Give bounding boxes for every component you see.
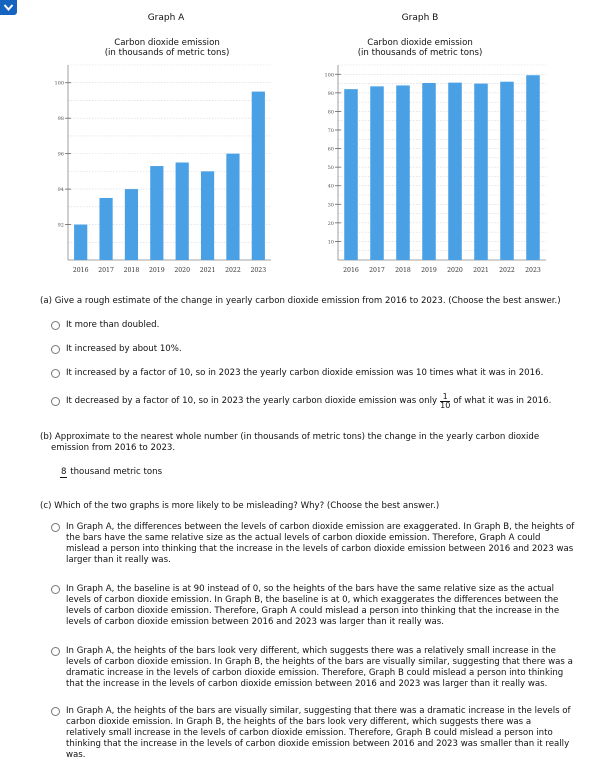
option-c-2-line: levels of carbon dioxide emission. Therefore, Graph A could mislead a person into thinking that the increase in the — [66, 606, 560, 616]
option-c-2-line: levels of carbon dioxide emission between 2016 and 2023 was larger than it really was. — [66, 617, 444, 627]
bar — [344, 89, 358, 260]
y-tick-label: 20 — [327, 220, 334, 227]
x-tick-label: 2020 — [174, 267, 191, 274]
y-tick-label: 50 — [327, 165, 334, 172]
y-tick-label: 100 — [54, 80, 64, 87]
bar — [526, 75, 540, 260]
option-a-1-label: It more than doubled. — [66, 320, 160, 330]
y-tick-label: 96 — [57, 151, 64, 158]
graph-b-subtitle: Carbon dioxide emission (in thousands of metric tons) — [357, 38, 483, 58]
option-c-3-line: levels of carbon dioxide emission. In Graph B, the heights of the bars are visually similar, suggesting that there was a — [66, 657, 573, 667]
bar — [252, 92, 265, 260]
x-tick-label: 2023 — [525, 267, 541, 274]
x-tick-label: 2017 — [369, 267, 385, 274]
fraction — [440, 393, 450, 410]
option-c-3-line: In Graph A, the heights of the bars look very different, which suggests there was a relatively small increase in the — [66, 646, 556, 656]
x-tick-label: 2018 — [123, 267, 140, 274]
option-c-1-line: In Graph A, the differences between the levels of carbon dioxide emission are exaggerated. In Graph B, the heights of — [66, 522, 575, 532]
y-tick-label: 70 — [327, 128, 334, 134]
y-tick-label: 80 — [327, 109, 334, 116]
bar — [226, 154, 239, 260]
option-c-3-line: that the increase in the levels of carbon dioxide emission between 2016 and 2023 was larger than it really was. — [66, 679, 548, 689]
option-c-1[interactable] — [51, 522, 586, 566]
graph-b-svg — [300, 0, 593, 290]
y-tick-label: 100 — [324, 72, 334, 79]
radio-button[interactable] — [51, 585, 60, 594]
option-a-2[interactable] — [51, 344, 182, 355]
x-tick-label: 2020 — [447, 267, 463, 274]
graph-b-chart — [300, 0, 593, 293]
option-c-2-line: levels of carbon dioxide emission. In Graph B, the baseline is at 0, which exaggerates the differences between the — [66, 595, 559, 605]
y-tick-label: 60 — [327, 146, 334, 153]
option-a-4[interactable] — [51, 393, 551, 410]
y-tick-label: 30 — [327, 202, 334, 209]
x-tick-label: 2018 — [395, 267, 411, 274]
answer-b-unit: thousand metric tons — [70, 467, 163, 477]
radio-button[interactable] — [51, 523, 60, 532]
fraction-numerator: 1 — [440, 393, 450, 402]
graph-a-chart — [0, 0, 300, 293]
radio-button[interactable] — [51, 321, 60, 330]
x-tick-label: 2016 — [343, 267, 359, 274]
y-tick-label: 98 — [57, 116, 64, 123]
bar — [500, 82, 514, 260]
bar — [176, 163, 189, 261]
y-tick-label: 94 — [57, 187, 64, 194]
option-c-4-line: carbon dioxide emission. In Graph B, the heights of the bars look very different, which suggests there was a — [66, 717, 532, 727]
graph-a-title: Graph A — [147, 13, 185, 23]
x-tick-label: 2019 — [148, 267, 165, 274]
x-tick-label: 2019 — [421, 267, 437, 274]
x-tick-label: 2021 — [473, 267, 489, 274]
question-a-prompt: (a) Give a rough estimate of the change in yearly carbon dioxide emission from 2016 to 2023. (Choose the best answer.) — [40, 296, 561, 306]
graph-a-svg — [0, 0, 300, 290]
radio-button[interactable] — [51, 707, 60, 716]
option-c-1-line: larger than it really was. — [66, 555, 171, 565]
bar — [150, 166, 163, 260]
answer-b — [60, 467, 162, 477]
option-a-3[interactable] — [51, 368, 543, 379]
option-a-2-label: It increased by about 10%. — [66, 344, 182, 354]
option-a-4-label-pre: It decreased by a factor of 10, so in 2023 the yearly carbon dioxide emission was only — [66, 396, 438, 406]
bar — [396, 85, 410, 260]
graph-b-title: Graph B — [401, 13, 439, 23]
fraction-denominator: 10 — [440, 401, 451, 410]
radio-button[interactable] — [51, 369, 60, 378]
option-c-3[interactable] — [51, 646, 586, 690]
option-c-4-line: In Graph A, the heights of the bars are visually similar, suggesting that there was a dramatic increase in the levels of — [66, 706, 571, 716]
option-c-4-line: was. — [66, 750, 86, 760]
option-c-1-line: mislead a person into thinking that the increase in the levels of carbon dioxide emission between 2016 and 2023 was — [66, 544, 574, 554]
y-tick-label: 90 — [327, 90, 334, 97]
bar — [125, 189, 138, 260]
x-tick-label: 2023 — [250, 267, 267, 274]
option-c-4-line: relatively small increase in the levels of carbon dioxide emission. Therefore, Graph B could mislead a person into — [66, 728, 553, 738]
option-a-1[interactable] — [51, 320, 159, 331]
bar — [448, 83, 462, 260]
x-tick-label: 2022 — [225, 267, 241, 274]
question-b-prompt-line1: (b) Approximate to the nearest whole number (in thousands of metric tons) the change in the yearly carbon dioxide — [40, 432, 540, 442]
y-tick-label: 40 — [327, 183, 334, 190]
option-c-4[interactable] — [51, 706, 586, 761]
bar — [201, 171, 214, 260]
option-a-3-label: It increased by a factor of 10, so in 2023 the yearly carbon dioxide emission was 10 times what it was in 2016. — [66, 368, 544, 378]
x-tick-label: 2017 — [98, 267, 114, 274]
x-tick-label: 2021 — [199, 267, 216, 274]
option-c-4-line: thinking that the increase in the levels of carbon dioxide emission between 2016 and 2023 was smaller than it really — [66, 739, 570, 749]
radio-button[interactable] — [51, 397, 60, 406]
option-c-1-line: the bars have the same relative size as the actual levels of carbon dioxide emission. Therefore, Graph A could — [66, 533, 541, 543]
option-c-2[interactable] — [51, 584, 586, 628]
radio-button[interactable] — [51, 647, 60, 656]
option-a-4-label-post: of what it was in 2016. — [453, 396, 552, 406]
bar — [474, 84, 488, 260]
bar — [370, 86, 384, 260]
bar — [74, 225, 87, 260]
question-c-prompt: (c) Which of the two graphs is more likely to be misleading? Why? (Choose the best answer.) — [40, 501, 440, 511]
graph-a-subtitle: Carbon dioxide emission (in thousands of metric tons) — [104, 38, 230, 58]
option-c-3-line: dramatic increase in the levels of carbon dioxide emission. Therefore, Graph B could mislead a person into thinking — [66, 668, 564, 678]
bar — [99, 198, 112, 260]
question-b-prompt-line2: emission from 2016 to 2023. — [51, 443, 176, 453]
x-tick-label: 2022 — [499, 267, 515, 274]
bar — [422, 83, 436, 260]
x-tick-label: 2016 — [72, 267, 89, 274]
radio-button[interactable] — [51, 345, 60, 354]
y-tick-label: 10 — [327, 239, 334, 246]
option-c-2-line: In Graph A, the baseline is at 90 instead of 0, so the heights of the bars have the same relative size as the actual — [66, 584, 555, 594]
answer-b-input[interactable]: 8 — [61, 467, 67, 477]
y-tick-label: 92 — [57, 222, 64, 229]
